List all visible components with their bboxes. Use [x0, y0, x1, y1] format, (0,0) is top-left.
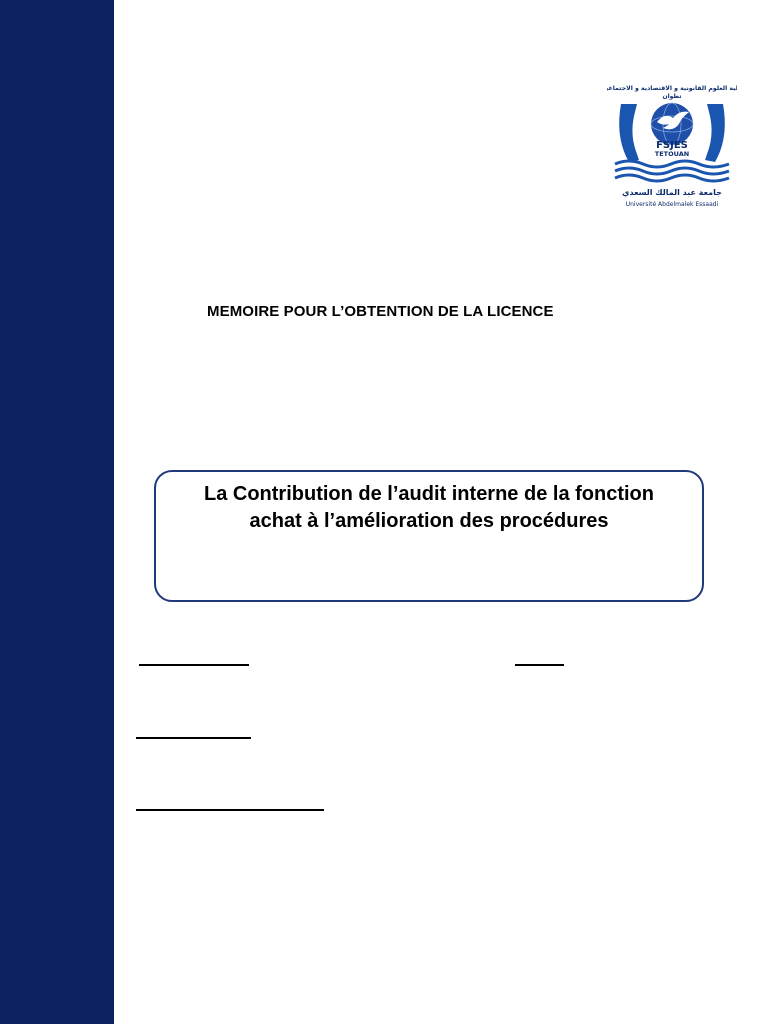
logo-arabic-city-text: تطوان	[662, 93, 682, 100]
logo-arabic-faculty-text: كلية العلوم القانونية و الاقتصادية و الاجتماعية	[607, 85, 737, 92]
logo-university-text: Université Abdelmalek Essaadi	[625, 201, 719, 208]
logo-city-text: TETOUAN	[654, 150, 690, 158]
logo-wave-1	[615, 161, 729, 167]
encadre-par-rule	[136, 737, 251, 739]
thesis-title-line-1: La Contribution de l’audit interne de la fonction	[204, 483, 654, 505]
logo-wave-2	[615, 168, 729, 174]
annee-universitaire-rule	[136, 809, 324, 811]
cover-side-band	[0, 0, 114, 1024]
memoire-heading: MEMOIRE POUR L’OBTENTION DE LA LICENCE	[207, 303, 554, 320]
fsjes-logo	[607, 82, 737, 210]
thesis-title-box	[154, 470, 704, 602]
logo-wave-3	[615, 175, 729, 181]
logo-acronym-text: FSJES	[656, 140, 688, 151]
logo-left-pillar	[619, 104, 639, 162]
realise-par-rule	[139, 664, 249, 666]
jury-rule	[515, 664, 564, 666]
logo-right-pillar	[705, 104, 725, 162]
logo-arabic-university-text: جامعة عبد المالك السعدي	[622, 188, 722, 197]
thesis-title-line-2: achat à l’amélioration des procédures	[249, 510, 609, 532]
